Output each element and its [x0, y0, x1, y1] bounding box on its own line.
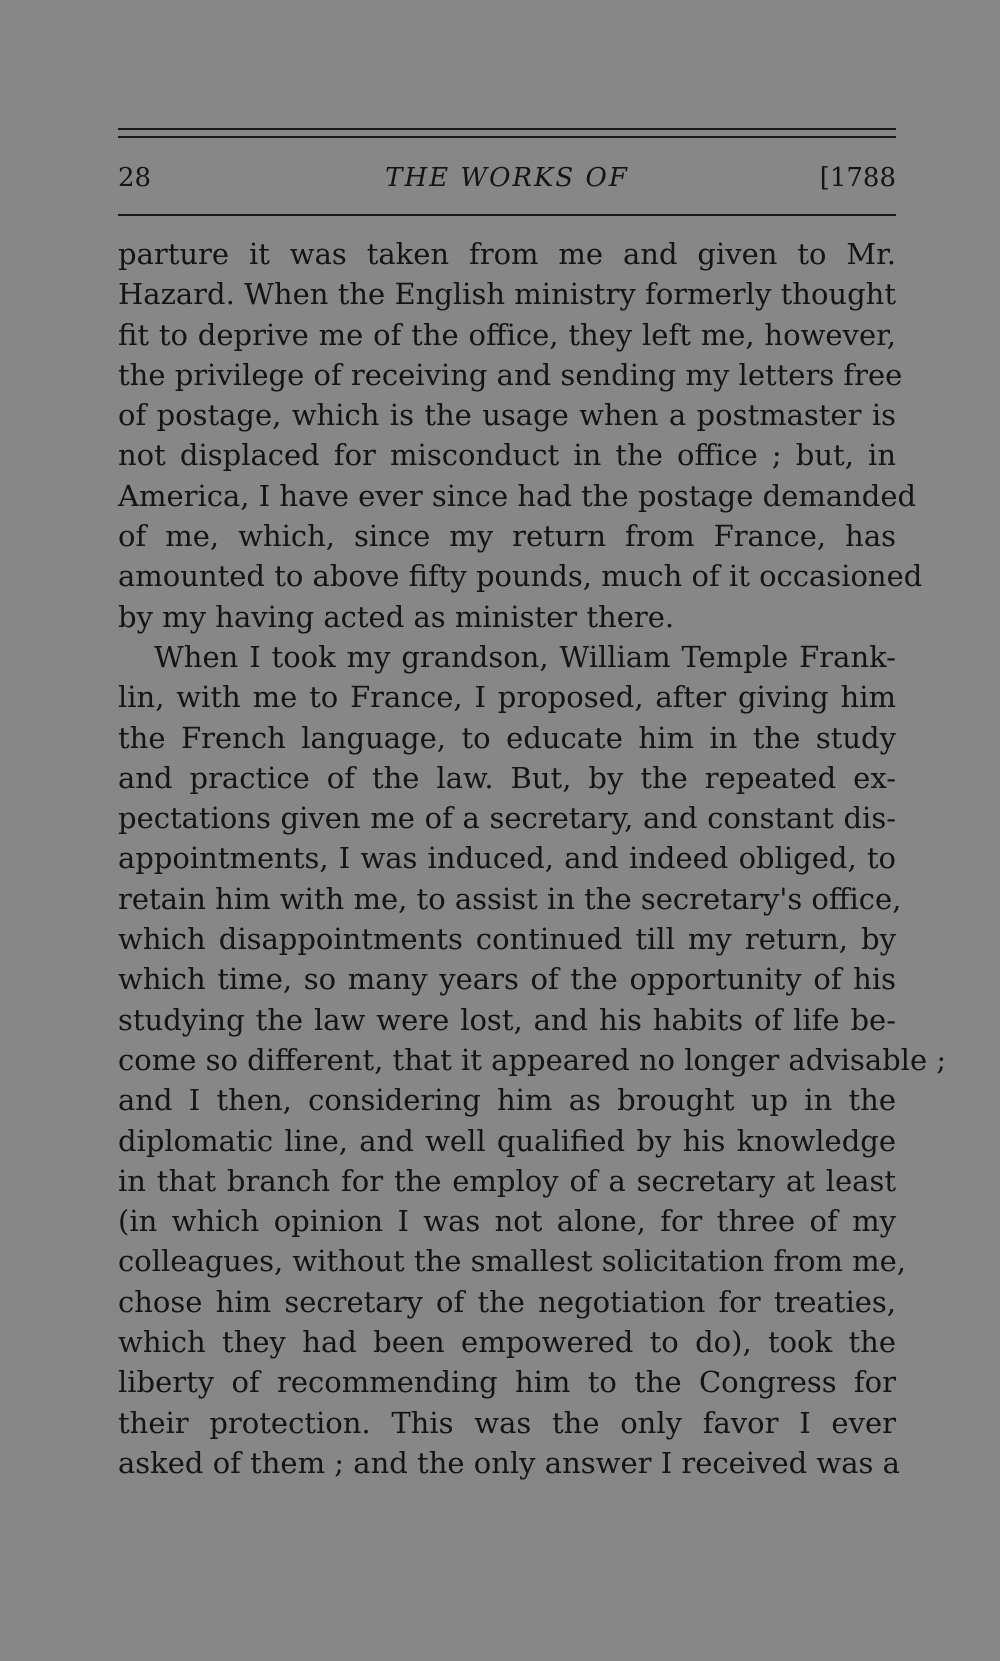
text-line: the privilege of receiving and sending my letters free: [118, 357, 903, 392]
running-header: [118, 150, 896, 206]
header-rule-second: [118, 136, 896, 138]
text-line: (in which opinion I was not alone, for three of my: [118, 1204, 896, 1239]
text-line: which they had been empowered to do), took the: [118, 1325, 896, 1360]
text-line: fit to deprive me of the office, they left me, however,: [118, 317, 896, 352]
text-line: When I took my grandson, William Temple Frank-: [154, 639, 896, 674]
text-line: diplomatic line, and well qualified by his knowledge: [118, 1123, 896, 1158]
text-line: their protection. This was the only favor I ever: [118, 1405, 896, 1440]
text-line: lin, with me to France, I proposed, after giving him: [118, 680, 896, 715]
text-line: not displaced for misconduct in the office ; but, in: [118, 438, 896, 473]
paragraph: [118, 637, 947, 1483]
text-line: amounted to above fifty pounds, much of it occasioned: [118, 559, 923, 594]
header-rule-bottom: [118, 214, 896, 216]
text-line: of postage, which is the usage when a postmaster is: [118, 398, 896, 433]
header-rule-top: [118, 128, 896, 130]
header-year: [1788: [819, 163, 896, 193]
text-line: come so different, that it appeared no longer advisable ;: [118, 1042, 947, 1077]
text-line: liberty of recommending him to the Congress for: [118, 1365, 896, 1400]
text-line: appointments, I was induced, and indeed obliged, to: [118, 841, 896, 876]
text-line: by my having acted as minister there.: [118, 599, 675, 634]
text-line: America, I have ever since had the postage demanded: [118, 478, 917, 513]
text-line: which disappointments continued till my return, by: [118, 922, 896, 957]
text-line: chose him secretary of the negotiation for treaties,: [118, 1284, 896, 1319]
text-line: colleagues, without the smallest solicitation from me,: [118, 1244, 906, 1279]
running-title: THE WORKS OF: [385, 163, 629, 193]
text-line: studying the law were lost, and his habits of life be-: [118, 1002, 896, 1037]
text-line: Hazard. When the English ministry formerly thought: [118, 277, 896, 312]
book-page: [118, 128, 947, 1483]
text-line: of me, which, since my return from France, has: [118, 519, 896, 554]
page-number: 28: [118, 163, 152, 193]
text-line: in that branch for the employ of a secretary at least: [118, 1163, 896, 1198]
text-line: retain him with me, to assist in the secretary's office,: [118, 881, 902, 916]
text-line: asked of them ; and the only answer I received was a: [118, 1445, 900, 1480]
text-line: which time, so many years of the opportunity of his: [118, 962, 896, 997]
text-line: and I then, considering him as brought up in the: [118, 1083, 896, 1118]
paragraph: [118, 234, 923, 637]
body-text: [118, 234, 947, 1483]
text-line: the French language, to educate him in the study: [118, 720, 896, 755]
text-line: and practice of the law. But, by the repeated ex-: [118, 760, 896, 795]
text-line: pectations given me of a secretary, and constant dis-: [118, 801, 896, 836]
text-line: parture it was taken from me and given to Mr.: [118, 237, 896, 271]
